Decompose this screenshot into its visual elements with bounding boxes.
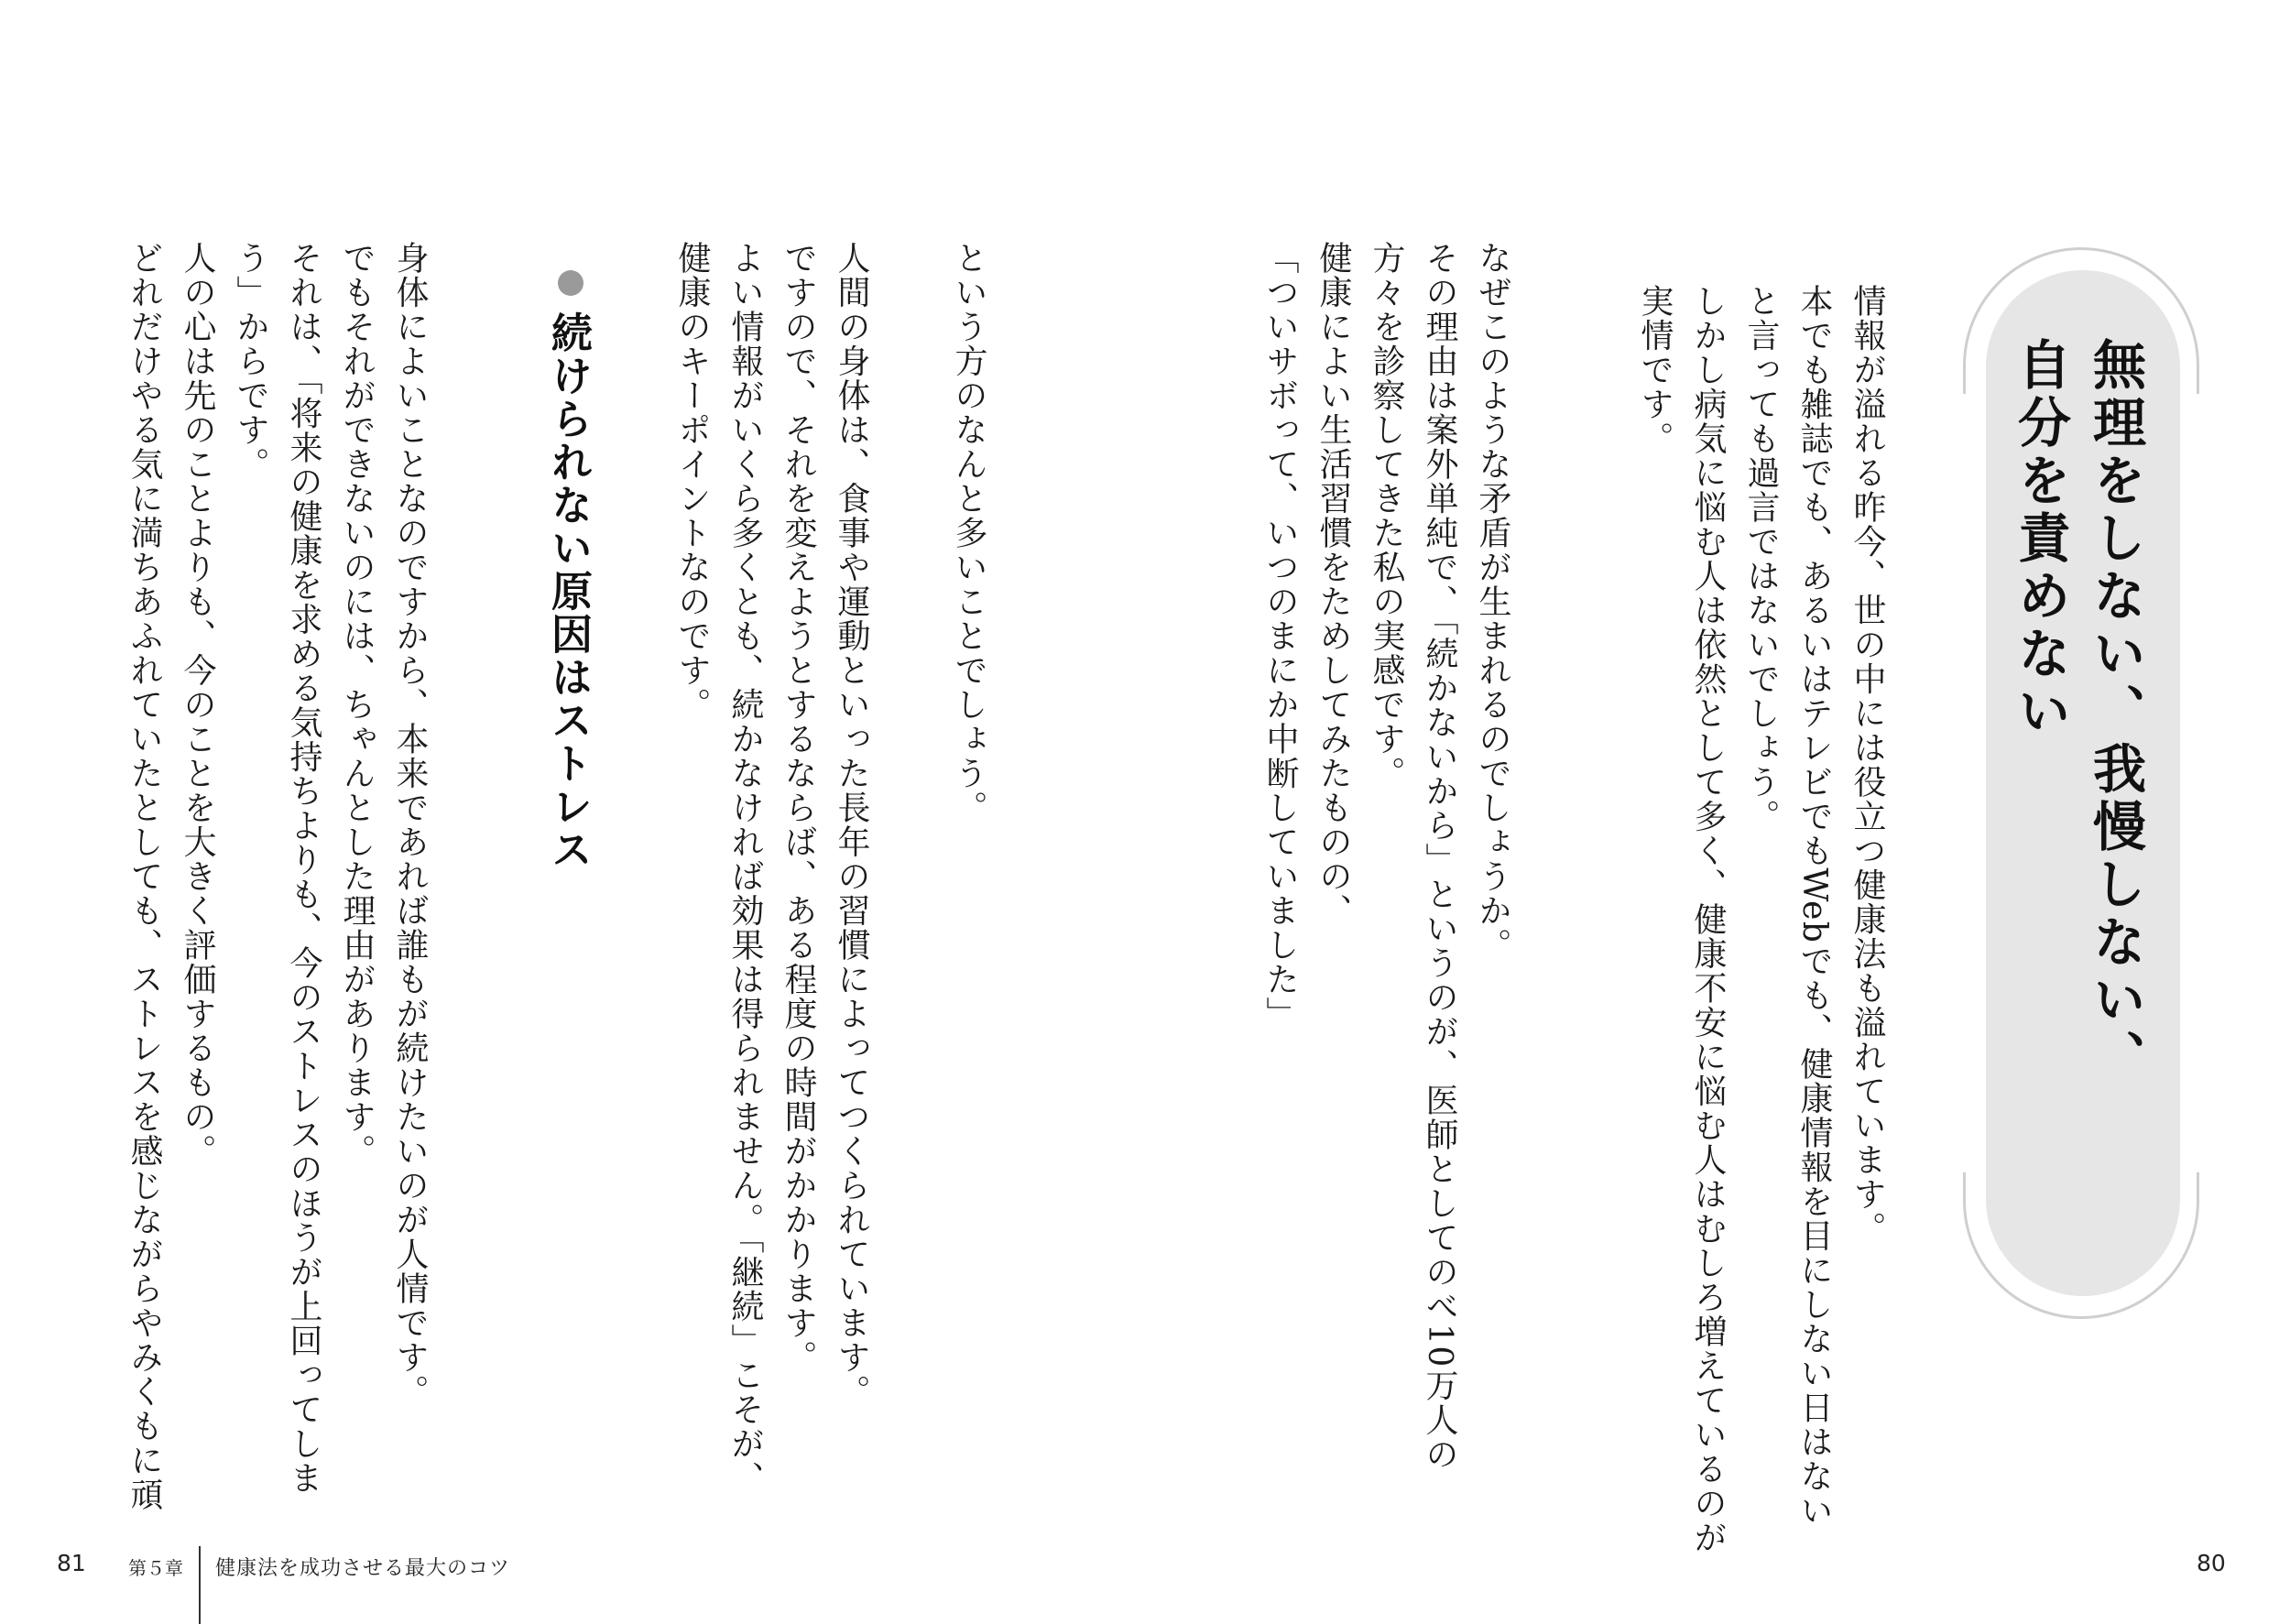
text-line: 健康によい生活習慣をためしてみたものの、 xyxy=(1314,241,1352,928)
page-number-right: 80 xyxy=(2197,1550,2226,1576)
text-line: どれだけやる気に満ちあふれていたとしても、ストレスを感じながらやみくもに頑 xyxy=(125,241,163,1512)
right-page-paragraph-2 xyxy=(1253,241,1519,1471)
text-line: よい情報がいくら多くとも、続かなければ効果は得られません。「継続」こそが、 xyxy=(726,241,764,1496)
text-line: その理由は案外単純で、「続かないから」というのが、医師としてのべ10万人の xyxy=(1421,241,1458,1472)
text-line: しかし病気に悩む人は依然として多く、健康不安に悩む人はむしろ増えているのが xyxy=(1689,284,1727,1555)
text-line: 「ついサボって、いつのまにか中断していました」 xyxy=(1261,241,1299,1031)
text-line: 本でも雑誌でも、あるいはテレビでもWebでも、健康情報を目にしない日はない xyxy=(1795,284,1833,1528)
text-line: 健康のキーポイントなのです。 xyxy=(673,241,711,722)
left-page-paragraph-1 xyxy=(665,241,878,1496)
text-line: という方のなんと多いことでしょう。 xyxy=(950,241,987,825)
footer-chapter-label: 第５章 xyxy=(128,1557,183,1579)
text-line: と言っても過言ではないでしょう。 xyxy=(1742,284,1780,834)
section-heading: 続けられない原因はストレス xyxy=(544,311,593,871)
text-line: 人の心は先のことよりも、今のことを大きく評価するもの。 xyxy=(179,241,216,1169)
text-line: なぜこのような矛盾が生まれるのでしょうか。 xyxy=(1474,241,1511,963)
text-line: 人間の身体は、食事や運動といった長年の習慣によってつくられています。 xyxy=(833,241,870,1409)
text-line: 身体によいことなのですから、本来であれば誰もが続けたいのが人情です。 xyxy=(391,241,429,1409)
text-line: ですので、それを変えようとするならば、ある程度の時間がかかります。 xyxy=(780,241,817,1375)
text-line: 方々を診察してきた私の実感です。 xyxy=(1368,241,1405,790)
text-line: それは、「将来の健康を求める気持ちよりも、今のストレスのほうが上回ってしま xyxy=(285,241,322,1496)
chapter-title-line-1: 無理をしない、我慢しない、 xyxy=(2084,337,2146,1087)
text-line: う」からです。 xyxy=(232,241,269,482)
text-line: でもそれができないのには、ちゃんとした理由があります。 xyxy=(338,241,376,1169)
text-line: 情報が溢れる昨今、世の中には役立つ健康法も溢れています。 xyxy=(1848,284,1886,1246)
right-page-paragraph-1 xyxy=(1628,284,1893,1555)
chapter-title-line-2: 自分を責めない xyxy=(2009,337,2071,741)
text-line: 実情です。 xyxy=(1636,284,1674,456)
left-page-paragraph-2 xyxy=(117,241,436,1512)
chapter-title xyxy=(2002,337,2153,1087)
footer-chapter-title: 健康法を成功させる最大のコツ xyxy=(215,1557,511,1580)
left-page-line-continuation xyxy=(942,241,995,825)
footer-divider xyxy=(199,1546,201,1624)
page-number-left: 81 xyxy=(57,1550,86,1576)
section-bullet-icon xyxy=(558,270,583,296)
